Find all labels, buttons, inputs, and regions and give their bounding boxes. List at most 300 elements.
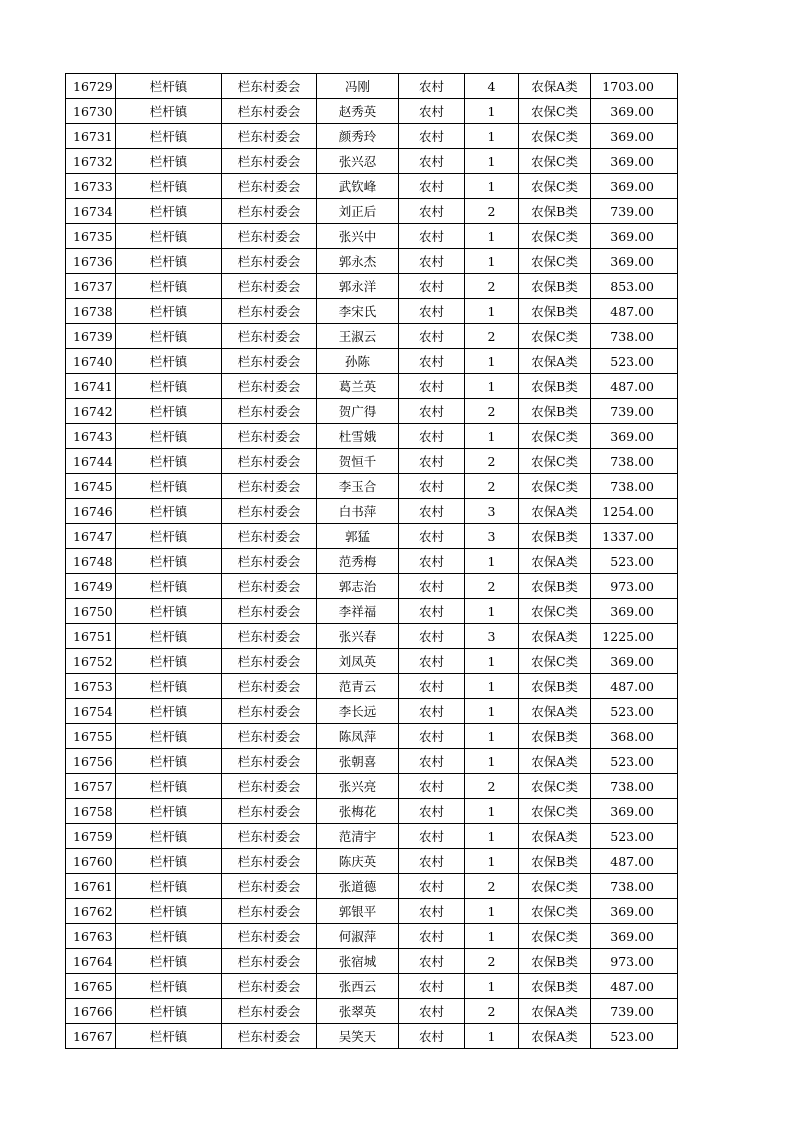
amount-cell: 973.00	[591, 949, 678, 974]
town-cell: 栏杆镇	[116, 974, 222, 999]
amount-cell: 369.00	[591, 149, 678, 174]
village-committee-cell: 栏东村委会	[222, 1024, 317, 1049]
person-count-cell: 1	[465, 824, 519, 849]
insurance-category-cell: 农保C类	[519, 474, 591, 499]
area-type-cell: 农村	[399, 199, 465, 224]
table-row	[66, 299, 678, 324]
insurance-category-cell: 农保A类	[519, 824, 591, 849]
village-committee-cell: 栏东村委会	[222, 274, 317, 299]
amount-cell: 523.00	[591, 699, 678, 724]
name-cell: 张朝喜	[317, 749, 399, 774]
village-committee-cell: 栏东村委会	[222, 924, 317, 949]
amount-cell: 369.00	[591, 924, 678, 949]
town-cell: 栏杆镇	[116, 124, 222, 149]
village-committee-cell: 栏东村委会	[222, 999, 317, 1024]
table-row	[66, 374, 678, 399]
village-committee-cell: 栏东村委会	[222, 449, 317, 474]
village-committee-cell: 栏东村委会	[222, 649, 317, 674]
insurance-category-cell: 农保C类	[519, 899, 591, 924]
area-type-cell: 农村	[399, 924, 465, 949]
name-cell: 郭猛	[317, 524, 399, 549]
record-id-cell: 16748	[66, 549, 116, 574]
village-committee-cell: 栏东村委会	[222, 524, 317, 549]
amount-cell: 973.00	[591, 574, 678, 599]
table-row	[66, 499, 678, 524]
name-cell: 王淑云	[317, 324, 399, 349]
town-cell: 栏杆镇	[116, 74, 222, 99]
town-cell: 栏杆镇	[116, 524, 222, 549]
person-count-cell: 1	[465, 299, 519, 324]
name-cell: 张西云	[317, 974, 399, 999]
insurance-category-cell: 农保B类	[519, 849, 591, 874]
area-type-cell: 农村	[399, 149, 465, 174]
village-committee-cell: 栏东村委会	[222, 324, 317, 349]
area-type-cell: 农村	[399, 874, 465, 899]
town-cell: 栏杆镇	[116, 249, 222, 274]
table-row	[66, 799, 678, 824]
amount-cell: 523.00	[591, 349, 678, 374]
town-cell: 栏杆镇	[116, 324, 222, 349]
town-cell: 栏杆镇	[116, 1024, 222, 1049]
area-type-cell: 农村	[399, 574, 465, 599]
insurance-category-cell: 农保A类	[519, 1024, 591, 1049]
table-row	[66, 749, 678, 774]
record-id-cell: 16759	[66, 824, 116, 849]
village-committee-cell: 栏东村委会	[222, 899, 317, 924]
name-cell: 李玉合	[317, 474, 399, 499]
town-cell: 栏杆镇	[116, 549, 222, 574]
area-type-cell: 农村	[399, 274, 465, 299]
village-committee-cell: 栏东村委会	[222, 99, 317, 124]
insurance-category-cell: 农保C类	[519, 924, 591, 949]
village-committee-cell: 栏东村委会	[222, 399, 317, 424]
insurance-category-cell: 农保C类	[519, 649, 591, 674]
town-cell: 栏杆镇	[116, 949, 222, 974]
amount-cell: 487.00	[591, 849, 678, 874]
area-type-cell: 农村	[399, 124, 465, 149]
amount-cell: 738.00	[591, 874, 678, 899]
record-id-cell: 16750	[66, 599, 116, 624]
amount-cell: 369.00	[591, 799, 678, 824]
insurance-category-cell: 农保B类	[519, 949, 591, 974]
town-cell: 栏杆镇	[116, 699, 222, 724]
table-row	[66, 924, 678, 949]
person-count-cell: 1	[465, 924, 519, 949]
person-count-cell: 1	[465, 649, 519, 674]
area-type-cell: 农村	[399, 249, 465, 274]
person-count-cell: 1	[465, 724, 519, 749]
person-count-cell: 2	[465, 949, 519, 974]
name-cell: 贺恒千	[317, 449, 399, 474]
area-type-cell: 农村	[399, 974, 465, 999]
record-id-cell: 16752	[66, 649, 116, 674]
area-type-cell: 农村	[399, 824, 465, 849]
person-count-cell: 3	[465, 624, 519, 649]
area-type-cell: 农村	[399, 599, 465, 624]
area-type-cell: 农村	[399, 324, 465, 349]
name-cell: 张兴春	[317, 624, 399, 649]
record-id-cell: 16763	[66, 924, 116, 949]
name-cell: 张兴中	[317, 224, 399, 249]
village-committee-cell: 栏东村委会	[222, 474, 317, 499]
record-id-cell: 16744	[66, 449, 116, 474]
amount-cell: 738.00	[591, 474, 678, 499]
insurance-category-cell: 农保C类	[519, 99, 591, 124]
village-committee-cell: 栏东村委会	[222, 599, 317, 624]
area-type-cell: 农村	[399, 499, 465, 524]
name-cell: 李宋氏	[317, 299, 399, 324]
name-cell: 张道德	[317, 874, 399, 899]
town-cell: 栏杆镇	[116, 649, 222, 674]
area-type-cell: 农村	[399, 449, 465, 474]
insurance-category-cell: 农保C类	[519, 799, 591, 824]
table-row	[66, 174, 678, 199]
record-id-cell: 16746	[66, 499, 116, 524]
village-committee-cell: 栏东村委会	[222, 849, 317, 874]
table-row	[66, 724, 678, 749]
person-count-cell: 1	[465, 349, 519, 374]
town-cell: 栏杆镇	[116, 374, 222, 399]
village-committee-cell: 栏东村委会	[222, 174, 317, 199]
record-id-cell: 16737	[66, 274, 116, 299]
village-committee-cell: 栏东村委会	[222, 224, 317, 249]
insurance-category-cell: 农保B类	[519, 724, 591, 749]
table-row	[66, 99, 678, 124]
table-row	[66, 199, 678, 224]
town-cell: 栏杆镇	[116, 199, 222, 224]
person-count-cell: 2	[465, 199, 519, 224]
insurance-category-cell: 农保B类	[519, 399, 591, 424]
record-id-cell: 16767	[66, 1024, 116, 1049]
amount-cell: 1225.00	[591, 624, 678, 649]
name-cell: 白书萍	[317, 499, 399, 524]
area-type-cell: 农村	[399, 749, 465, 774]
area-type-cell: 农村	[399, 799, 465, 824]
town-cell: 栏杆镇	[116, 599, 222, 624]
amount-cell: 368.00	[591, 724, 678, 749]
insurance-category-cell: 农保C类	[519, 599, 591, 624]
table-row	[66, 899, 678, 924]
insurance-category-cell: 农保C类	[519, 249, 591, 274]
area-type-cell: 农村	[399, 849, 465, 874]
record-id-cell: 16740	[66, 349, 116, 374]
name-cell: 贺广得	[317, 399, 399, 424]
person-count-cell: 1	[465, 974, 519, 999]
person-count-cell: 1	[465, 99, 519, 124]
town-cell: 栏杆镇	[116, 224, 222, 249]
town-cell: 栏杆镇	[116, 849, 222, 874]
record-id-cell: 16747	[66, 524, 116, 549]
person-count-cell: 2	[465, 324, 519, 349]
village-committee-cell: 栏东村委会	[222, 74, 317, 99]
record-id-cell: 16738	[66, 299, 116, 324]
name-cell: 吴笑天	[317, 1024, 399, 1049]
record-id-cell: 16760	[66, 849, 116, 874]
table-row	[66, 449, 678, 474]
village-committee-cell: 栏东村委会	[222, 374, 317, 399]
insurance-category-cell: 农保C类	[519, 149, 591, 174]
person-count-cell: 2	[465, 574, 519, 599]
area-type-cell: 农村	[399, 299, 465, 324]
amount-cell: 1254.00	[591, 499, 678, 524]
record-id-cell: 16761	[66, 874, 116, 899]
amount-cell: 1703.00	[591, 74, 678, 99]
town-cell: 栏杆镇	[116, 624, 222, 649]
amount-cell: 369.00	[591, 174, 678, 199]
village-committee-cell: 栏东村委会	[222, 349, 317, 374]
name-cell: 刘凤英	[317, 649, 399, 674]
area-type-cell: 农村	[399, 174, 465, 199]
amount-cell: 738.00	[591, 449, 678, 474]
village-committee-cell: 栏东村委会	[222, 149, 317, 174]
record-id-cell: 16758	[66, 799, 116, 824]
name-cell: 杜雪娥	[317, 424, 399, 449]
name-cell: 郭志治	[317, 574, 399, 599]
person-count-cell: 2	[465, 474, 519, 499]
area-type-cell: 农村	[399, 549, 465, 574]
village-committee-cell: 栏东村委会	[222, 749, 317, 774]
name-cell: 张宿城	[317, 949, 399, 974]
name-cell: 陈凤萍	[317, 724, 399, 749]
name-cell: 张翠英	[317, 999, 399, 1024]
person-count-cell: 1	[465, 124, 519, 149]
area-type-cell: 农村	[399, 349, 465, 374]
town-cell: 栏杆镇	[116, 674, 222, 699]
person-count-cell: 1	[465, 674, 519, 699]
name-cell: 何淑萍	[317, 924, 399, 949]
person-count-cell: 1	[465, 699, 519, 724]
amount-cell: 487.00	[591, 974, 678, 999]
area-type-cell: 农村	[399, 774, 465, 799]
town-cell: 栏杆镇	[116, 99, 222, 124]
village-committee-cell: 栏东村委会	[222, 824, 317, 849]
village-committee-cell: 栏东村委会	[222, 199, 317, 224]
amount-cell: 853.00	[591, 274, 678, 299]
town-cell: 栏杆镇	[116, 299, 222, 324]
table-row	[66, 274, 678, 299]
town-cell: 栏杆镇	[116, 499, 222, 524]
amount-cell: 369.00	[591, 249, 678, 274]
record-id-cell: 16733	[66, 174, 116, 199]
name-cell: 李祥福	[317, 599, 399, 624]
town-cell: 栏杆镇	[116, 274, 222, 299]
town-cell: 栏杆镇	[116, 724, 222, 749]
name-cell: 冯刚	[317, 74, 399, 99]
records-table	[65, 73, 678, 1049]
name-cell: 颜秀玲	[317, 124, 399, 149]
town-cell: 栏杆镇	[116, 749, 222, 774]
village-committee-cell: 栏东村委会	[222, 874, 317, 899]
table-row	[66, 949, 678, 974]
insurance-category-cell: 农保B类	[519, 374, 591, 399]
town-cell: 栏杆镇	[116, 449, 222, 474]
village-committee-cell: 栏东村委会	[222, 249, 317, 274]
person-count-cell: 2	[465, 874, 519, 899]
area-type-cell: 农村	[399, 374, 465, 399]
town-cell: 栏杆镇	[116, 424, 222, 449]
amount-cell: 1337.00	[591, 524, 678, 549]
village-committee-cell: 栏东村委会	[222, 124, 317, 149]
insurance-category-cell: 农保A类	[519, 549, 591, 574]
amount-cell: 487.00	[591, 674, 678, 699]
table-row	[66, 249, 678, 274]
name-cell: 郭永洋	[317, 274, 399, 299]
table-row	[66, 424, 678, 449]
area-type-cell: 农村	[399, 399, 465, 424]
record-id-cell: 16756	[66, 749, 116, 774]
area-type-cell: 农村	[399, 74, 465, 99]
village-committee-cell: 栏东村委会	[222, 299, 317, 324]
record-id-cell: 16742	[66, 399, 116, 424]
person-count-cell: 1	[465, 599, 519, 624]
village-committee-cell: 栏东村委会	[222, 549, 317, 574]
name-cell: 李长远	[317, 699, 399, 724]
amount-cell: 487.00	[591, 299, 678, 324]
person-count-cell: 4	[465, 74, 519, 99]
town-cell: 栏杆镇	[116, 774, 222, 799]
area-type-cell: 农村	[399, 524, 465, 549]
insurance-category-cell: 农保A类	[519, 624, 591, 649]
insurance-category-cell: 农保B类	[519, 199, 591, 224]
area-type-cell: 农村	[399, 999, 465, 1024]
name-cell: 张兴亮	[317, 774, 399, 799]
village-committee-cell: 栏东村委会	[222, 774, 317, 799]
name-cell: 刘正后	[317, 199, 399, 224]
area-type-cell: 农村	[399, 624, 465, 649]
insurance-category-cell: 农保A类	[519, 999, 591, 1024]
record-id-cell: 16739	[66, 324, 116, 349]
table-row	[66, 1024, 678, 1049]
table-row	[66, 574, 678, 599]
amount-cell: 523.00	[591, 824, 678, 849]
name-cell: 范青云	[317, 674, 399, 699]
name-cell: 范清宇	[317, 824, 399, 849]
insurance-category-cell: 农保C类	[519, 224, 591, 249]
area-type-cell: 农村	[399, 224, 465, 249]
table-row	[66, 224, 678, 249]
table-row	[66, 824, 678, 849]
name-cell: 张兴忍	[317, 149, 399, 174]
table-row	[66, 474, 678, 499]
insurance-category-cell: 农保B类	[519, 574, 591, 599]
amount-cell: 369.00	[591, 649, 678, 674]
area-type-cell: 农村	[399, 949, 465, 974]
table-row	[66, 549, 678, 574]
name-cell: 陈庆英	[317, 849, 399, 874]
table-row	[66, 849, 678, 874]
amount-cell: 523.00	[591, 1024, 678, 1049]
person-count-cell: 3	[465, 524, 519, 549]
insurance-category-cell: 农保A类	[519, 749, 591, 774]
village-committee-cell: 栏东村委会	[222, 699, 317, 724]
record-id-cell: 16730	[66, 99, 116, 124]
area-type-cell: 农村	[399, 474, 465, 499]
name-cell: 武钦峰	[317, 174, 399, 199]
insurance-category-cell: 农保C类	[519, 874, 591, 899]
person-count-cell: 2	[465, 274, 519, 299]
insurance-category-cell: 农保C类	[519, 424, 591, 449]
town-cell: 栏杆镇	[116, 899, 222, 924]
record-id-cell: 16762	[66, 899, 116, 924]
insurance-category-cell: 农保A类	[519, 699, 591, 724]
person-count-cell: 1	[465, 799, 519, 824]
village-committee-cell: 栏东村委会	[222, 624, 317, 649]
person-count-cell: 1	[465, 549, 519, 574]
insurance-category-cell: 农保B类	[519, 674, 591, 699]
town-cell: 栏杆镇	[116, 174, 222, 199]
amount-cell: 523.00	[591, 749, 678, 774]
record-id-cell: 16757	[66, 774, 116, 799]
person-count-cell: 3	[465, 499, 519, 524]
town-cell: 栏杆镇	[116, 574, 222, 599]
village-committee-cell: 栏东村委会	[222, 974, 317, 999]
person-count-cell: 1	[465, 224, 519, 249]
person-count-cell: 1	[465, 249, 519, 274]
person-count-cell: 2	[465, 399, 519, 424]
person-count-cell: 2	[465, 774, 519, 799]
town-cell: 栏杆镇	[116, 999, 222, 1024]
village-committee-cell: 栏东村委会	[222, 799, 317, 824]
table-row	[66, 974, 678, 999]
person-count-cell: 2	[465, 999, 519, 1024]
record-id-cell: 16734	[66, 199, 116, 224]
area-type-cell: 农村	[399, 674, 465, 699]
table-row	[66, 74, 678, 99]
area-type-cell: 农村	[399, 699, 465, 724]
table-row	[66, 349, 678, 374]
insurance-category-cell: 农保C类	[519, 174, 591, 199]
amount-cell: 369.00	[591, 99, 678, 124]
record-id-cell: 16751	[66, 624, 116, 649]
area-type-cell: 农村	[399, 99, 465, 124]
insurance-category-cell: 农保B类	[519, 524, 591, 549]
table-row	[66, 124, 678, 149]
table-row	[66, 774, 678, 799]
record-id-cell: 16729	[66, 74, 116, 99]
table-row	[66, 624, 678, 649]
town-cell: 栏杆镇	[116, 799, 222, 824]
town-cell: 栏杆镇	[116, 149, 222, 174]
person-count-cell: 1	[465, 849, 519, 874]
record-id-cell: 16736	[66, 249, 116, 274]
village-committee-cell: 栏东村委会	[222, 674, 317, 699]
person-count-cell: 1	[465, 1024, 519, 1049]
area-type-cell: 农村	[399, 899, 465, 924]
town-cell: 栏杆镇	[116, 924, 222, 949]
table-row	[66, 874, 678, 899]
table-row	[66, 149, 678, 174]
insurance-category-cell: 农保A类	[519, 349, 591, 374]
insurance-category-cell: 农保B类	[519, 274, 591, 299]
table-row	[66, 999, 678, 1024]
amount-cell: 738.00	[591, 774, 678, 799]
insurance-category-cell: 农保C类	[519, 774, 591, 799]
amount-cell: 487.00	[591, 374, 678, 399]
village-committee-cell: 栏东村委会	[222, 574, 317, 599]
name-cell: 张梅花	[317, 799, 399, 824]
town-cell: 栏杆镇	[116, 399, 222, 424]
amount-cell: 739.00	[591, 399, 678, 424]
town-cell: 栏杆镇	[116, 874, 222, 899]
area-type-cell: 农村	[399, 649, 465, 674]
amount-cell: 739.00	[591, 999, 678, 1024]
person-count-cell: 2	[465, 449, 519, 474]
table-row	[66, 674, 678, 699]
table-row	[66, 524, 678, 549]
person-count-cell: 1	[465, 374, 519, 399]
record-id-cell: 16764	[66, 949, 116, 974]
amount-cell: 369.00	[591, 124, 678, 149]
